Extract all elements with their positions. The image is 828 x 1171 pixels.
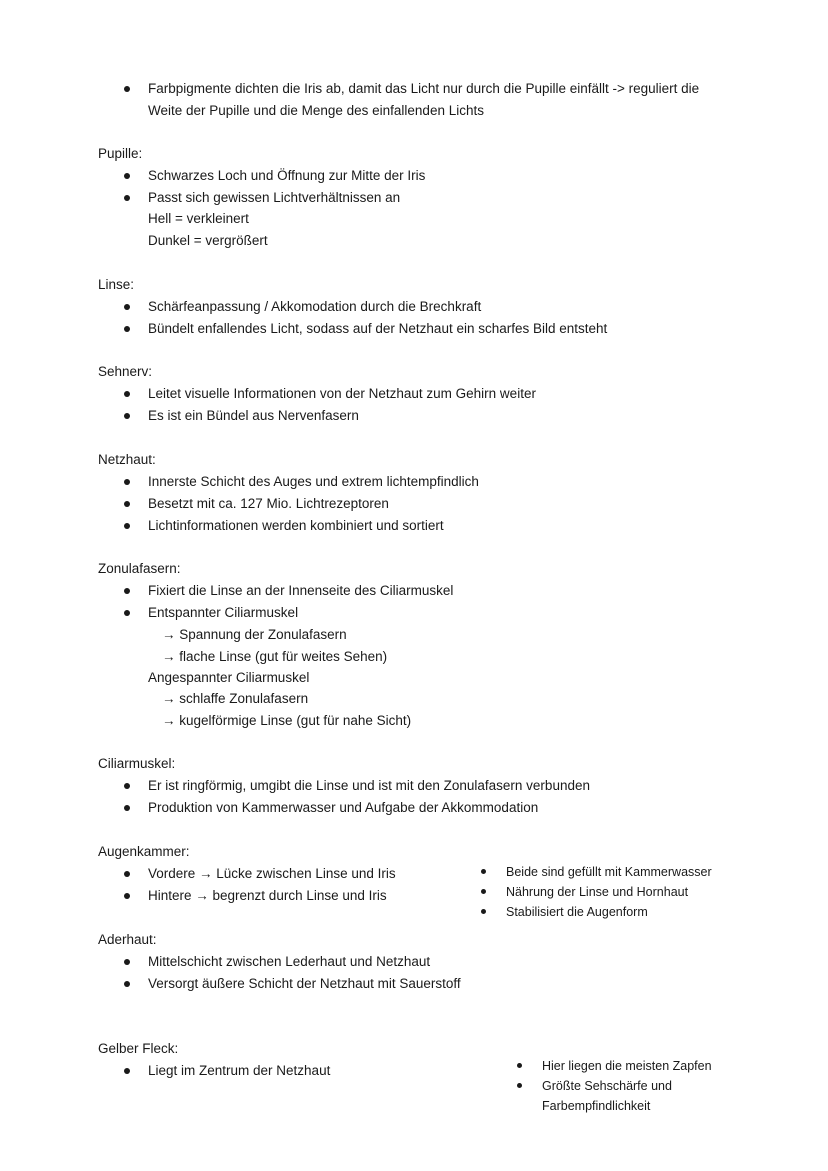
arrow-line: → Spannung der Zonulafasern	[162, 627, 347, 642]
list-item-text: Entspannter Ciliarmuskel	[148, 605, 299, 620]
list-item-text: Liegt im Zentrum der Netzhaut	[148, 1063, 331, 1078]
list-item-text: Lichtinformationen werden kombiniert und sortiert	[148, 518, 444, 533]
section-heading: Sehnerv:	[98, 364, 153, 379]
section-heading: Ciliarmuskel:	[98, 756, 176, 771]
section-heading: Netzhaut:	[98, 452, 156, 467]
list-item-text: Hintere → begrenzt durch Linse und Iris	[148, 888, 387, 903]
list-item-continuation: Angespannter Ciliarmuskel	[148, 670, 310, 685]
side-list-item-continuation: Farbempfindlichkeit	[542, 1099, 651, 1113]
section-heading: Augenkammer:	[98, 844, 190, 859]
list-item-text: Schärfeanpassung / Akkomodation durch die Brechkraft	[148, 299, 482, 314]
bullet-icon	[124, 805, 130, 811]
bullet-icon	[481, 909, 486, 914]
list-item-text: Produktion von Kammerwasser und Aufgabe der Akkommodation	[148, 800, 539, 815]
list-item-continuation: Hell = verkleinert	[148, 211, 249, 226]
section-heading: Aderhaut:	[98, 932, 157, 947]
bullet-icon	[124, 479, 130, 485]
list-item-continuation: Weite der Pupille und die Menge des einfallenden Lichts	[148, 103, 484, 118]
arrow-line: → schlaffe Zonulafasern	[162, 691, 309, 706]
side-list-item-text: Stabilisiert die Augenform	[506, 905, 648, 919]
side-list-item-text: Hier liegen die meisten Zapfen	[542, 1059, 712, 1073]
side-list-item-text: Größte Sehschärfe und	[542, 1079, 672, 1093]
side-list-item-text: Beide sind gefüllt mit Kammerwasser	[506, 865, 712, 879]
bullet-icon	[124, 893, 130, 899]
list-item-text: Leitet visuelle Informationen von der Netzhaut zum Gehirn weiter	[148, 386, 536, 401]
bullet-icon	[124, 871, 130, 877]
list-item-text: Schwarzes Loch und Öffnung zur Mitte der Iris	[148, 168, 426, 183]
list-item-text: Er ist ringförmig, umgibt die Linse und ist mit den Zonulafasern verbunden	[148, 778, 590, 793]
list-item-text: Versorgt äußere Schicht der Netzhaut mit Sauerstoff	[148, 976, 461, 991]
arrow-line: → flache Linse (gut für weites Sehen)	[162, 649, 388, 664]
list-item-text: Fixiert die Linse an der Innenseite des Ciliarmuskel	[148, 583, 454, 598]
list-item-text: Farbpigmente dichten die Iris ab, damit das Licht nur durch die Pupille einfällt -> reguliert die	[148, 81, 700, 96]
bullet-icon	[124, 981, 130, 987]
list-item-text: Besetzt mit ca. 127 Mio. Lichtrezeptoren	[148, 496, 389, 511]
list-item-text: Bündelt enfallendes Licht, sodass auf der Netzhaut ein scharfes Bild entsteht	[148, 321, 608, 336]
section-heading: Gelber Fleck:	[98, 1041, 179, 1056]
list-item-text: Mittelschicht zwischen Lederhaut und Netzhaut	[148, 954, 431, 969]
bullet-icon	[481, 869, 486, 874]
list-item-text: Es ist ein Bündel aus Nervenfasern	[148, 408, 359, 423]
section-heading: Pupille:	[98, 146, 143, 161]
bullet-icon	[124, 783, 130, 789]
bullet-icon	[124, 326, 130, 332]
bullet-icon	[124, 1068, 130, 1074]
bullet-icon	[124, 610, 130, 616]
bullet-icon	[517, 1083, 522, 1088]
bullet-icon	[481, 889, 486, 894]
bullet-icon	[124, 523, 130, 529]
bullet-icon	[124, 588, 130, 594]
arrow-line: → kugelförmige Linse (gut für nahe Sicht)	[162, 713, 412, 728]
bullet-icon	[124, 173, 130, 179]
bullet-icon	[517, 1063, 522, 1068]
list-item-continuation: Dunkel = vergrößert	[148, 233, 268, 248]
bullet-icon	[124, 501, 130, 507]
bullet-icon	[124, 304, 130, 310]
bullet-icon	[124, 86, 130, 92]
bullet-icon	[124, 195, 130, 201]
list-item-text: Passt sich gewissen Lichtverhältnissen an	[148, 190, 401, 205]
section-heading: Linse:	[98, 277, 135, 292]
section-heading: Zonulafasern:	[98, 561, 181, 576]
bullet-icon	[124, 413, 130, 419]
bullet-icon	[124, 391, 130, 397]
list-item-text: Vordere → Lücke zwischen Linse und Iris	[148, 866, 396, 881]
side-list-item-text: Nährung der Linse und Hornhaut	[506, 885, 689, 899]
bullet-icon	[124, 959, 130, 965]
list-item-text: Innerste Schicht des Auges und extrem lichtempfindlich	[148, 474, 479, 489]
